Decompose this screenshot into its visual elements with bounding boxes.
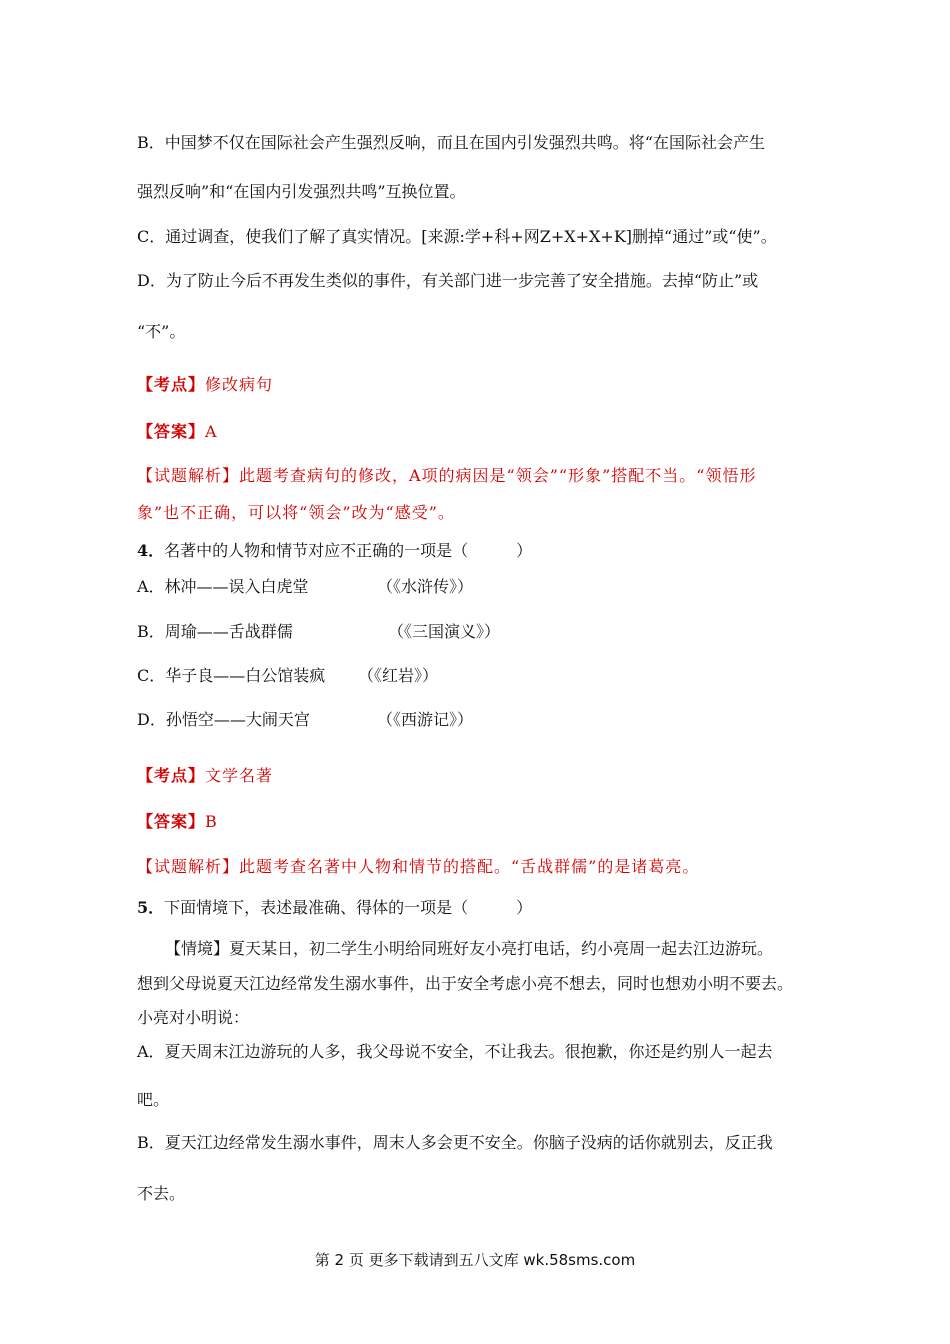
q4-option-c bbox=[137, 666, 439, 686]
answer-value: A bbox=[205, 422, 218, 441]
q4-analysis: 【试题解析】此题考查名著中人物和情节的搭配。“舌战群儒”的是诸葛亮。 bbox=[137, 857, 700, 876]
q5-option-b-line2: 不去。 bbox=[137, 1184, 186, 1203]
q5-context-line1: 【情境】夏天某日，初二学生小明给同班好友小亮打电话，约小亮周一起去江边游玩。 bbox=[165, 939, 774, 958]
q4-point-label: 【考点】 bbox=[137, 766, 206, 785]
option-d-line2: “不”。 bbox=[137, 322, 186, 341]
question-4 bbox=[137, 541, 532, 561]
q4-option-b bbox=[137, 622, 501, 642]
option-b-line2: 强烈反响”和“在国内引发强烈共鸣”互换位置。 bbox=[137, 182, 466, 201]
option-c-tail: 删掉“通过”或“使”。 bbox=[632, 227, 777, 246]
option-c-text: C．通过调查，使我们了解了真实情况。 bbox=[137, 227, 422, 246]
q4-option-b-work: （《三国演义》） bbox=[388, 622, 501, 641]
q4-answer-value: B bbox=[205, 812, 218, 831]
question-5-stem: 下面情境下，表述最准确、得体的一项是（ ） bbox=[164, 898, 533, 917]
q5-context-line2: 想到父母说夏天江边经常发生溺水事件，出于安全考虑小亮不想去，同时也想劝小明不要去。 bbox=[137, 974, 794, 993]
q4-option-b-label: B．周瑜——舌战群儒 bbox=[137, 622, 293, 641]
q4-answer-row bbox=[137, 812, 218, 832]
q4-option-d-work: （《西游记》） bbox=[377, 710, 474, 729]
question-4-number: 4． bbox=[137, 541, 165, 560]
q4-option-d-label: D．孙悟空——大闹天宫 bbox=[137, 710, 310, 729]
q5-option-a-line1: A．夏天周末江边游玩的人多，我父母说不安全，不让我去。很抱歉，你还是约别人一起去 bbox=[137, 1042, 773, 1061]
analysis-line1: 【试题解析】此题考查病句的修改，A项的病因是“领会”“形象”搭配不当。“领悟形 bbox=[137, 466, 757, 485]
question-4-stem: 名著中的人物和情节对应不正确的一项是（ ） bbox=[164, 541, 533, 560]
question-5 bbox=[137, 898, 532, 918]
q5-option-b-line1: B．夏天江边经常发生溺水事件，周末人多会更不安全。你脑子没病的话你就别去，反正我 bbox=[137, 1133, 773, 1152]
option-b-line1: B．中国梦不仅在国际社会产生强烈反响，而且在国内引发强烈共鸣。将“在国际社会产生 bbox=[137, 133, 765, 152]
point-row bbox=[137, 375, 273, 395]
q4-option-d bbox=[137, 710, 474, 730]
q4-point-row bbox=[137, 766, 273, 786]
q4-answer-label: 【答案】 bbox=[137, 812, 206, 831]
analysis-line2: 象”也不正确，可以将“领会”改为“感受”。 bbox=[137, 503, 455, 522]
answer-row bbox=[137, 422, 218, 442]
option-c bbox=[137, 227, 777, 247]
q4-option-a-work: （《水浒传》） bbox=[377, 577, 474, 596]
question-5-number: 5． bbox=[137, 898, 165, 917]
point-value: 修改病句 bbox=[205, 375, 274, 394]
q5-option-a-line2: 吧。 bbox=[137, 1090, 170, 1109]
q4-option-c-label: C．华子良——白公馆装疯 bbox=[137, 666, 326, 685]
q5-context-line3: 小亮对小明说： bbox=[137, 1008, 250, 1027]
option-d-line1: D．为了防止今后不再发生类似的事件，有关部门进一步完善了安全措施。去掉“防止”或 bbox=[137, 271, 759, 290]
q4-option-a bbox=[137, 577, 474, 597]
q4-option-c-work: （《红岩》） bbox=[358, 666, 439, 685]
q4-option-a-label: A．林冲——误入白虎堂 bbox=[137, 577, 309, 596]
source-watermark: [来源:学+科+网Z+X+X+K] bbox=[421, 227, 633, 246]
page-footer: 第 2 页 更多下载请到五八文库 wk.58sms.com bbox=[314, 1251, 636, 1269]
q4-point-value: 文学名著 bbox=[205, 766, 274, 785]
answer-label: 【答案】 bbox=[137, 422, 206, 441]
point-label: 【考点】 bbox=[137, 375, 206, 394]
